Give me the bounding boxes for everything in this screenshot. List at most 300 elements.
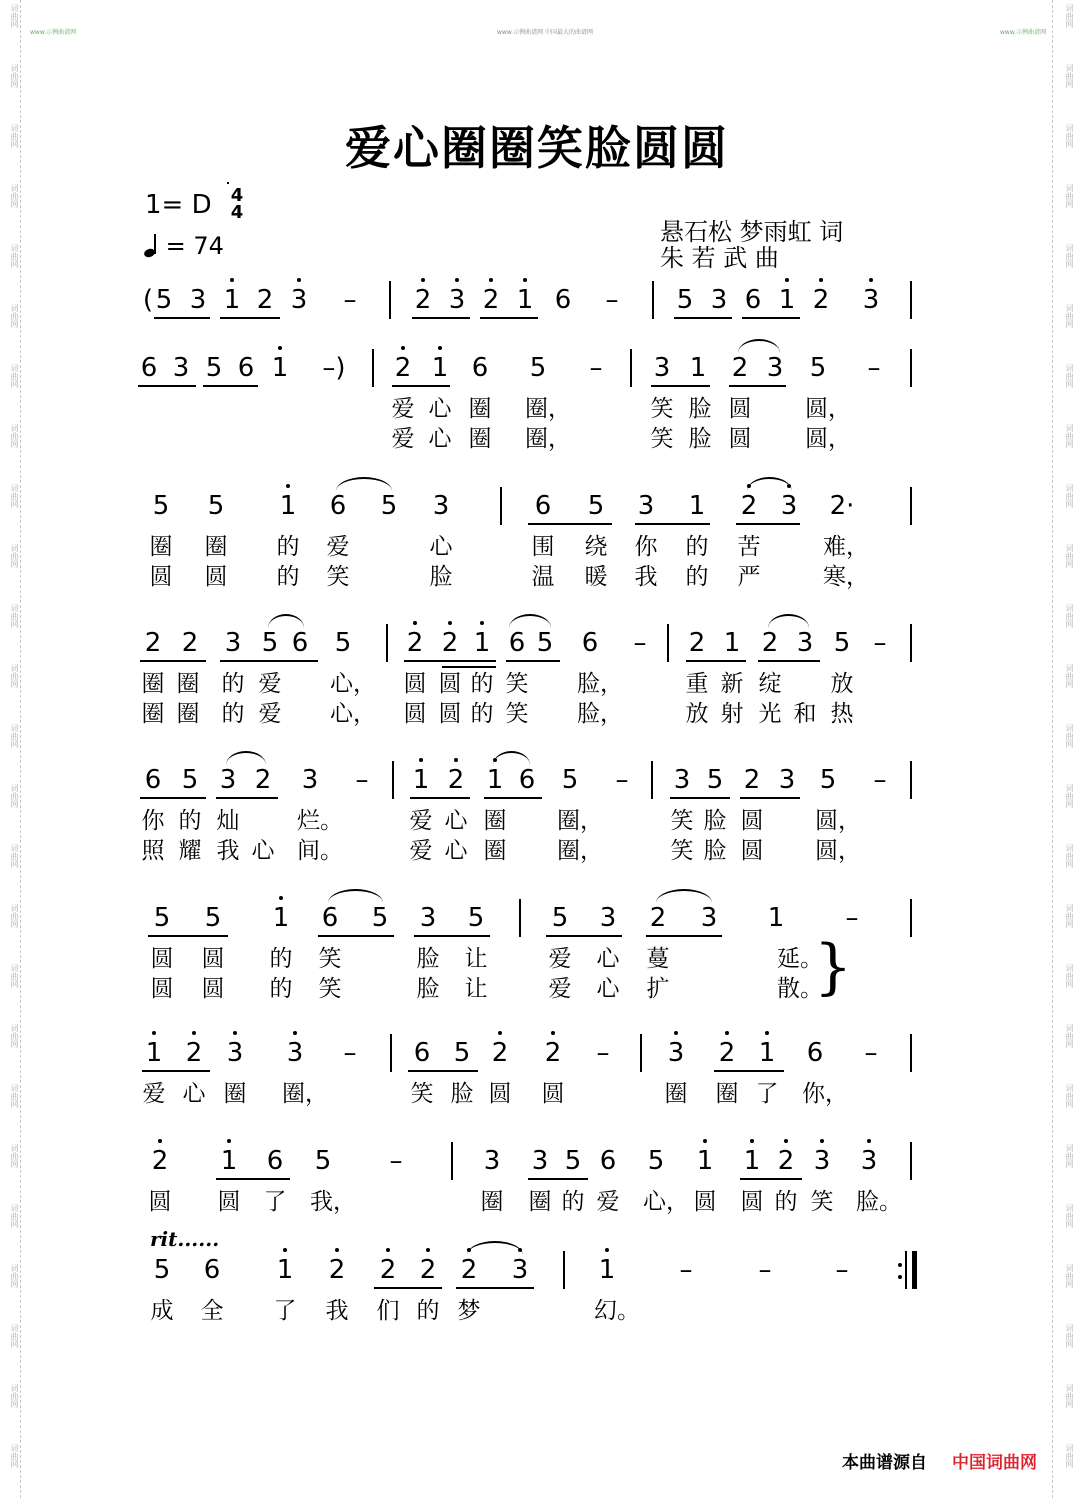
lyric-verse-2: 暖 — [584, 564, 608, 590]
note: 5 — [647, 1146, 665, 1176]
lyric-verse-2: 脸， — [577, 701, 623, 727]
final-barline — [912, 1251, 917, 1289]
note: 2 — [649, 903, 667, 933]
note: – — [596, 1038, 610, 1068]
side-watermark-text: 词曲网 — [1065, 244, 1074, 268]
lyric-verse-1: 圆 — [488, 1081, 512, 1107]
barline — [451, 1142, 453, 1180]
note: 6 — [140, 353, 158, 383]
side-watermark-text: 词曲网 — [10, 244, 19, 268]
page-border-left — [20, 0, 21, 1498]
lyric-verse-1: 脸 — [688, 396, 712, 422]
note: 1 — [758, 1038, 776, 1068]
underline — [412, 317, 470, 319]
side-watermark-text: 词曲网 — [1065, 304, 1074, 328]
note: 6 — [534, 491, 552, 521]
note: 2 — [181, 628, 199, 658]
lyric-verse-1: 了 — [263, 1189, 287, 1215]
lyric-verse-1: 爱 — [258, 671, 282, 697]
note: 3 — [172, 353, 190, 383]
slur — [493, 751, 530, 765]
lyric-verse-2: 让 — [464, 976, 488, 1002]
slur — [656, 889, 712, 903]
lyric-verse-1: 放 — [830, 671, 854, 697]
note: – — [633, 628, 647, 658]
slur — [768, 614, 809, 628]
note: 2 — [743, 765, 761, 795]
watermark-right: www.示例曲谱网 — [1000, 29, 1047, 36]
lyric-verse-1: 心 — [182, 1081, 206, 1107]
note: 3 — [862, 285, 880, 315]
slur — [467, 1241, 523, 1255]
lyric-verse-2: 心 — [444, 838, 468, 864]
barline — [910, 1142, 912, 1180]
note: 5 — [371, 903, 389, 933]
note: 5 — [529, 353, 547, 383]
underline — [484, 797, 542, 799]
note: 1 — [276, 1255, 294, 1285]
side-watermark-text: 词曲网 — [10, 304, 19, 328]
lyric-verse-2: 心 — [596, 976, 620, 1002]
side-watermark-text: 词曲网 — [10, 724, 19, 748]
note: – — [343, 285, 357, 315]
barline — [519, 899, 521, 937]
note: 3 — [778, 765, 796, 795]
note: 5 — [314, 1146, 332, 1176]
note: 5 — [706, 765, 724, 795]
underline — [216, 1178, 290, 1180]
underline — [742, 317, 800, 319]
side-watermark-text: 词曲网 — [10, 1384, 19, 1408]
lyric-verse-1: 脸， — [577, 671, 623, 697]
note: 1 — [279, 491, 297, 521]
key-signature: 1= D — [145, 190, 212, 220]
lyric-verse-1: 笑 — [650, 396, 674, 422]
side-watermark-text: 词曲网 — [10, 544, 19, 568]
lyric-verse-1: 笑 — [670, 808, 694, 834]
lyric-verse-1: 圆， — [815, 808, 861, 834]
lyric-verse-1: 脸 — [703, 808, 727, 834]
slur — [328, 889, 383, 903]
lyric-verse-1: 全 — [200, 1298, 224, 1324]
note: 5 — [453, 1038, 471, 1068]
watermark-left: www.示例曲谱网 — [30, 29, 77, 36]
note: 2 — [419, 1255, 437, 1285]
lyric-verse-1: 心 — [596, 946, 620, 972]
side-watermark-text: 词曲网 — [10, 1084, 19, 1108]
lyric-verse-2: 圆 — [149, 564, 173, 590]
side-watermark-text: 词曲网 — [1065, 604, 1074, 628]
time-sig-bottom: 4 — [230, 202, 244, 223]
underline — [138, 385, 196, 387]
barline — [910, 281, 912, 319]
side-watermark-text: 词曲网 — [10, 1324, 19, 1348]
side-watermark-text: 词曲网 — [1065, 724, 1074, 748]
lyric-verse-2: 照 — [141, 838, 165, 864]
lyric-verse-2: 爱 — [409, 838, 433, 864]
lyric-verse-2: 散。 — [777, 976, 823, 1002]
side-watermark-right — [1056, 0, 1074, 1498]
lyric-verse-1: 心， — [330, 671, 376, 697]
barline — [392, 761, 394, 799]
lyric-verse-1: 脸 — [416, 946, 440, 972]
repeat-dot — [898, 1275, 902, 1279]
barline — [386, 624, 388, 662]
lyric-verse-1: 绽 — [758, 671, 782, 697]
side-watermark-text: 词曲网 — [10, 784, 19, 808]
side-watermark-text: 词曲网 — [1065, 1444, 1074, 1468]
underline — [646, 935, 722, 937]
note: 6 — [518, 765, 536, 795]
lyric-verse-2: 圆 — [438, 701, 462, 727]
note: 1 — [486, 765, 504, 795]
note: 5 — [587, 491, 605, 521]
note: – — [845, 903, 859, 933]
side-watermark-text: 词曲网 — [1065, 1204, 1074, 1228]
underline — [442, 666, 496, 668]
note: 3 — [511, 1255, 529, 1285]
barline — [910, 487, 912, 525]
lyric-verse-1: 了 — [755, 1081, 779, 1107]
note: 5 — [833, 628, 851, 658]
lyric-verse-2: 扩 — [646, 976, 670, 1002]
slur — [738, 339, 780, 353]
note: – — [873, 628, 887, 658]
side-watermark-text: 词曲网 — [1065, 124, 1074, 148]
side-watermark-text: 词曲网 — [10, 964, 19, 988]
side-watermark-text: 词曲网 — [10, 484, 19, 508]
lyric-verse-2: 的 — [269, 976, 293, 1002]
note: –) — [322, 353, 346, 383]
underline — [154, 317, 210, 319]
lyric-verse-1: 的 — [470, 671, 494, 697]
note: – — [389, 1146, 403, 1176]
lyric-verse-2: 圆， — [805, 426, 851, 452]
lyric-verse-1: 心 — [444, 808, 468, 834]
lyric-verse-1: 爱 — [548, 946, 572, 972]
lyric-verse-2: 圆， — [815, 838, 861, 864]
side-watermark-text: 词曲网 — [10, 124, 19, 148]
lyric-verse-2: 心 — [251, 838, 275, 864]
underline — [142, 1070, 210, 1072]
underline — [546, 935, 622, 937]
slur — [509, 614, 551, 628]
side-watermark-text: 词曲网 — [10, 844, 19, 868]
underline — [216, 797, 278, 799]
note: 5 — [561, 765, 579, 795]
ritardando-mark: rit...... — [150, 1227, 220, 1251]
note: 1 — [723, 628, 741, 658]
note: 3 — [419, 903, 437, 933]
lyric-verse-1: 圈 — [468, 396, 492, 422]
side-watermark-left — [1, 0, 19, 1498]
lyric-verse-2: 心， — [330, 701, 376, 727]
note: 6 — [329, 491, 347, 521]
side-watermark-text: 词曲网 — [1065, 484, 1074, 508]
lyric-verse-1: 笑 — [505, 671, 529, 697]
side-watermark-text: 词曲网 — [1065, 1324, 1074, 1348]
note: 2 — [328, 1255, 346, 1285]
lyric-verse-2: 温 — [531, 564, 555, 590]
note: 2 — [441, 628, 459, 658]
lyric-verse-1: 圈 — [149, 534, 173, 560]
lyric-verse-1: 爱 — [326, 534, 350, 560]
note: 3 — [286, 1038, 304, 1068]
side-watermark-text: 词曲网 — [10, 1024, 19, 1048]
lyric-verse-1: 我， — [310, 1189, 356, 1215]
note: 6 — [413, 1038, 431, 1068]
note: 2 — [406, 628, 424, 658]
verse-brace: } — [814, 932, 853, 1002]
note: 1 — [767, 903, 785, 933]
note: 2 — [740, 491, 758, 521]
lyric-verse-1: 梦 — [457, 1298, 481, 1324]
lyric-verse-1: 延。 — [777, 946, 823, 972]
lyric-verse-1: 圆 — [438, 671, 462, 697]
note: 2 — [144, 628, 162, 658]
note: 2 — [491, 1038, 509, 1068]
slur — [336, 477, 392, 491]
lyric-verse-2: 圈 — [176, 701, 200, 727]
tempo-marking — [144, 232, 224, 260]
underline — [408, 1070, 478, 1072]
barline — [667, 624, 669, 662]
lyric-verse-2: 射 — [720, 701, 744, 727]
note: 6 — [203, 1255, 221, 1285]
side-watermark-text: 词曲网 — [1065, 1144, 1074, 1168]
note: 2 — [812, 285, 830, 315]
note: 5 — [207, 491, 225, 521]
lyric-verse-2: 笑 — [326, 564, 350, 590]
lyric-verse-2: 圈 — [483, 838, 507, 864]
lyric-verse-1: 成 — [150, 1298, 174, 1324]
note: – — [355, 765, 369, 795]
lyric-verse-2: 的 — [685, 564, 709, 590]
side-watermark-text: 词曲网 — [1065, 64, 1074, 88]
note: 2· — [829, 491, 855, 521]
lyric-verse-1: 圈 — [141, 671, 165, 697]
note: 3 — [860, 1146, 878, 1176]
barline — [910, 1034, 912, 1072]
note: 3 — [219, 765, 237, 795]
lyric-verse-2: 严 — [737, 564, 761, 590]
lyric-verse-2: 我 — [634, 564, 658, 590]
underline — [220, 660, 318, 662]
lyric-verse-1: 心 — [428, 396, 452, 422]
lyric-verse-1: 圈， — [525, 396, 571, 422]
lyric-verse-1: 圆 — [150, 946, 174, 972]
side-watermark-text: 词曲网 — [1065, 784, 1074, 808]
lyric-verse-1: 心 — [429, 534, 453, 560]
watermark-center: www.示例曲谱网 中国最大的曲谱网 — [497, 29, 593, 36]
lyric-verse-1: 爱 — [409, 808, 433, 834]
lyric-verse-1: 的 — [178, 808, 202, 834]
underline — [740, 797, 800, 799]
barline — [390, 1034, 392, 1072]
note: 2 — [761, 628, 779, 658]
note: 2 — [718, 1038, 736, 1068]
note: 2 — [256, 285, 274, 315]
lyric-verse-2: 笑 — [505, 701, 529, 727]
note: 3 — [813, 1146, 831, 1176]
quarter-note-icon — [144, 235, 158, 257]
lyric-verse-1: 圆 — [217, 1189, 241, 1215]
underline — [404, 660, 496, 662]
lyric-verse-2: 圆 — [728, 426, 752, 452]
lyric-verse-1: 灿 — [216, 808, 240, 834]
lyric-verse-2: 脸 — [416, 976, 440, 1002]
underline — [528, 1178, 588, 1180]
lyric-verse-1: 你 — [141, 808, 165, 834]
note: 6 — [471, 353, 489, 383]
lyric-verse-2: 间。 — [297, 838, 343, 864]
note: 5 — [809, 353, 827, 383]
note: – — [758, 1255, 772, 1285]
side-watermark-text: 词曲网 — [1065, 1384, 1074, 1408]
note: 5 — [153, 903, 171, 933]
note: 1 — [220, 1146, 238, 1176]
note: 2 — [460, 1255, 478, 1285]
note: 6 — [321, 903, 339, 933]
lyric-verse-1: 难， — [823, 534, 869, 560]
barline — [651, 761, 653, 799]
note: 1 — [271, 353, 289, 383]
note: 5 — [181, 765, 199, 795]
note: 5 — [334, 628, 352, 658]
note: 2 — [254, 765, 272, 795]
note: 5 — [155, 285, 173, 315]
barline — [389, 281, 391, 319]
lyric-verse-2: 笑 — [670, 838, 694, 864]
footer-source-name: 中国词曲网 — [952, 1453, 1037, 1473]
note: 1 — [743, 1146, 761, 1176]
lyric-verse-2: 圈 — [141, 701, 165, 727]
lyric-verse-1: 爱 — [391, 396, 415, 422]
note: 5 — [204, 903, 222, 933]
underline — [686, 660, 746, 662]
lyric-verse-1: 笑 — [318, 946, 342, 972]
underline — [456, 1287, 534, 1289]
note: 6 — [237, 353, 255, 383]
side-watermark-text: 词曲网 — [10, 424, 19, 448]
note: 5 — [551, 903, 569, 933]
note: 1 — [696, 1146, 714, 1176]
lyric-verse-1: 圆 — [740, 1189, 764, 1215]
note: – — [589, 353, 603, 383]
slur — [747, 477, 792, 491]
note: – — [343, 1038, 357, 1068]
lyric-verse-2: 寒， — [823, 564, 869, 590]
note: 3 — [766, 353, 784, 383]
slur — [268, 614, 304, 628]
lyric-verse-1: 脸。 — [856, 1189, 902, 1215]
page-border-right — [1052, 0, 1053, 1498]
note: 3 — [780, 491, 798, 521]
note: 2 — [185, 1038, 203, 1068]
lyric-verse-2: 圆 — [403, 701, 427, 727]
underline — [674, 317, 732, 319]
note: 3 — [637, 491, 655, 521]
note: 5 — [261, 628, 279, 658]
note: 3 — [189, 285, 207, 315]
note: 6 — [744, 285, 762, 315]
lyric-verse-1: 圈 — [480, 1189, 504, 1215]
lyric-verse-1: 你， — [802, 1081, 848, 1107]
underline — [740, 1178, 802, 1180]
note: 2 — [151, 1146, 169, 1176]
note: 3 — [531, 1146, 549, 1176]
lyric-verse-2: 脸 — [703, 838, 727, 864]
side-watermark-text: 词曲网 — [10, 1204, 19, 1228]
note: 1 — [688, 491, 706, 521]
lyric-verse-1: 绕 — [584, 534, 608, 560]
lyric-verse-1: 圈 — [204, 534, 228, 560]
side-watermark-text: 词曲网 — [10, 1144, 19, 1168]
lyric-verse-1: 们 — [376, 1298, 400, 1324]
lyric-verse-1: 幻。 — [594, 1298, 640, 1324]
lyric-verse-2: 圈， — [525, 426, 571, 452]
underline — [220, 317, 280, 319]
note: 6 — [581, 628, 599, 658]
note: 2 — [394, 353, 412, 383]
lyric-verse-2: 爱 — [391, 426, 415, 452]
lyric-verse-2: 笑 — [650, 426, 674, 452]
lyric-verse-1: 圆 — [693, 1189, 717, 1215]
side-watermark-text: 词曲网 — [1065, 844, 1074, 868]
side-watermark-text: 词曲网 — [10, 604, 19, 628]
note: 2 — [731, 353, 749, 383]
lyric-verse-1: 圆 — [541, 1081, 565, 1107]
time-signature — [227, 187, 247, 221]
note: 3 — [796, 628, 814, 658]
lyric-verse-1: 烂。 — [297, 808, 343, 834]
note: ( — [142, 285, 154, 315]
underline — [318, 935, 394, 937]
lyric-verse-1: 笑 — [410, 1081, 434, 1107]
lyric-verse-2: 心 — [428, 426, 452, 452]
lyric-verse-1: 的 — [269, 946, 293, 972]
lyric-verse-2: 热 — [830, 701, 854, 727]
side-watermark-text: 词曲网 — [10, 184, 19, 208]
lyric-verse-1: 爱 — [596, 1189, 620, 1215]
underline — [410, 797, 470, 799]
song-title: 爱心圈圈笑脸圆圆 — [345, 121, 729, 175]
lyric-verse-1: 你 — [634, 534, 658, 560]
side-watermark-text: 词曲网 — [10, 664, 19, 688]
note: 1 — [145, 1038, 163, 1068]
barline — [640, 1034, 642, 1072]
barline — [910, 624, 912, 662]
note: 3 — [432, 491, 450, 521]
lyric-verse-1: 圆 — [728, 396, 752, 422]
note: 3 — [667, 1038, 685, 1068]
note: 3 — [448, 285, 466, 315]
lyric-verse-2: 爱 — [258, 701, 282, 727]
side-watermark-text: 词曲网 — [1065, 364, 1074, 388]
note: 1 — [412, 765, 430, 795]
note: 1 — [223, 285, 241, 315]
note: 5 — [380, 491, 398, 521]
lyric-verse-1: 我 — [325, 1298, 349, 1324]
lyric-verse-1: 圈， — [557, 808, 603, 834]
underline — [140, 660, 206, 662]
note: – — [615, 765, 629, 795]
note: 6 — [291, 628, 309, 658]
lyric-verse-2: 脸 — [429, 564, 453, 590]
side-watermark-text: 词曲网 — [1065, 1024, 1074, 1048]
note: 6 — [508, 628, 526, 658]
barline — [630, 349, 632, 387]
